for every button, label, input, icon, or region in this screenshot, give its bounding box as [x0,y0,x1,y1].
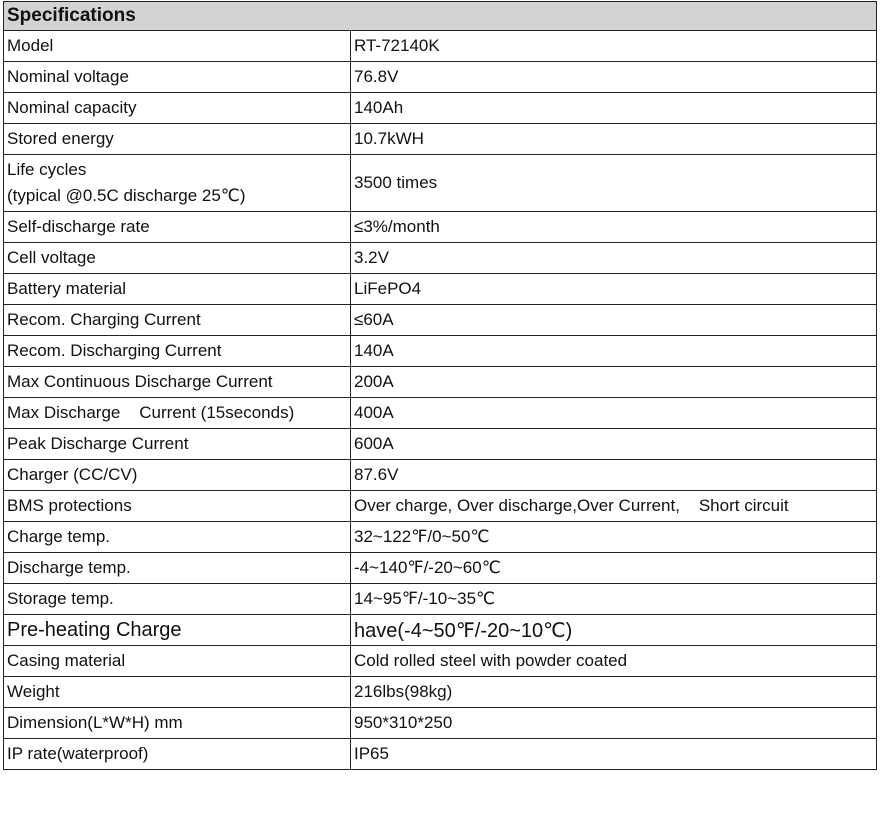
spec-label: Storage temp. [4,584,351,615]
spec-label: Charge temp. [4,522,351,553]
spec-label: Charger (CC/CV) [4,460,351,491]
spec-row-self-discharge [4,212,877,243]
spec-row-recom-charging-current [4,305,877,336]
spec-row-bms-protections [4,491,877,522]
spec-row-charge-temp [4,522,877,553]
spec-value: 87.6V [351,460,877,491]
spec-value: 14~95℉/-10~35℃ [351,584,877,615]
spec-label-line1: Life cycles [7,160,87,179]
title-row [4,2,877,31]
spec-value: 400A [351,398,877,429]
spec-value: 10.7kWH [351,124,877,155]
spec-label: Nominal voltage [4,62,351,93]
spec-row-pre-heating [4,615,877,646]
spec-row-weight [4,677,877,708]
spec-label: Recom. Discharging Current [4,336,351,367]
spec-label: Peak Discharge Current [4,429,351,460]
spec-label: IP rate(waterproof) [4,739,351,770]
spec-row-model [4,31,877,62]
spec-label: Cell voltage [4,243,351,274]
spec-label: Casing material [4,646,351,677]
spec-value: ≤3%/month [351,212,877,243]
spec-row-battery-material [4,274,877,305]
spec-row-storage-temp [4,584,877,615]
spec-label: BMS protections [4,491,351,522]
spec-value: 3.2V [351,243,877,274]
spec-label: Max Continuous Discharge Current [4,367,351,398]
spec-value: IP65 [351,739,877,770]
spec-value: Cold rolled steel with powder coated [351,646,877,677]
spec-row-recom-discharging-current [4,336,877,367]
spec-value: 140A [351,336,877,367]
spec-label: Self-discharge rate [4,212,351,243]
spec-row-nominal-capacity [4,93,877,124]
spec-value: 200A [351,367,877,398]
spec-label: Battery material [4,274,351,305]
spec-value: ≤60A [351,305,877,336]
spec-label-line2: (typical @0.5C discharge 25℃) [7,186,246,205]
spec-label: Recom. Charging Current [4,305,351,336]
spec-row-casing-material [4,646,877,677]
spec-row-max-continuous-discharge [4,367,877,398]
specifications-table [3,1,877,770]
spec-label: Max Discharge Current (15seconds) [4,398,351,429]
spec-row-max-discharge-15s [4,398,877,429]
spec-row-cell-voltage [4,243,877,274]
spec-label: Model [4,31,351,62]
spec-row-life-cycles [4,155,877,212]
spec-value: 3500 times [351,155,877,212]
spec-value: Over charge, Over discharge,Over Current, Short circuit [351,491,877,522]
spec-row-ip-rate [4,739,877,770]
spec-row-peak-discharge [4,429,877,460]
spec-row-charger [4,460,877,491]
spec-value: have(-4~50℉/-20~10℃) [351,615,877,646]
spec-value: 32~122℉/0~50℃ [351,522,877,553]
spec-value: 76.8V [351,62,877,93]
table-title: Specifications [4,2,877,31]
spec-value: -4~140℉/-20~60℃ [351,553,877,584]
spec-value: 216lbs(98kg) [351,677,877,708]
spec-label: Discharge temp. [4,553,351,584]
spec-row-dimension [4,708,877,739]
spec-label: Weight [4,677,351,708]
spec-label: Nominal capacity [4,93,351,124]
spec-row-stored-energy [4,124,877,155]
spec-value: RT-72140K [351,31,877,62]
spec-value: 600A [351,429,877,460]
spec-label: Stored energy [4,124,351,155]
spec-row-discharge-temp [4,553,877,584]
spec-value: LiFePO4 [351,274,877,305]
spec-label: Dimension(L*W*H) mm [4,708,351,739]
spec-label: Pre-heating Charge [4,615,351,646]
spec-row-nominal-voltage [4,62,877,93]
spec-label [4,155,351,212]
spec-value: 950*310*250 [351,708,877,739]
spec-value: 140Ah [351,93,877,124]
